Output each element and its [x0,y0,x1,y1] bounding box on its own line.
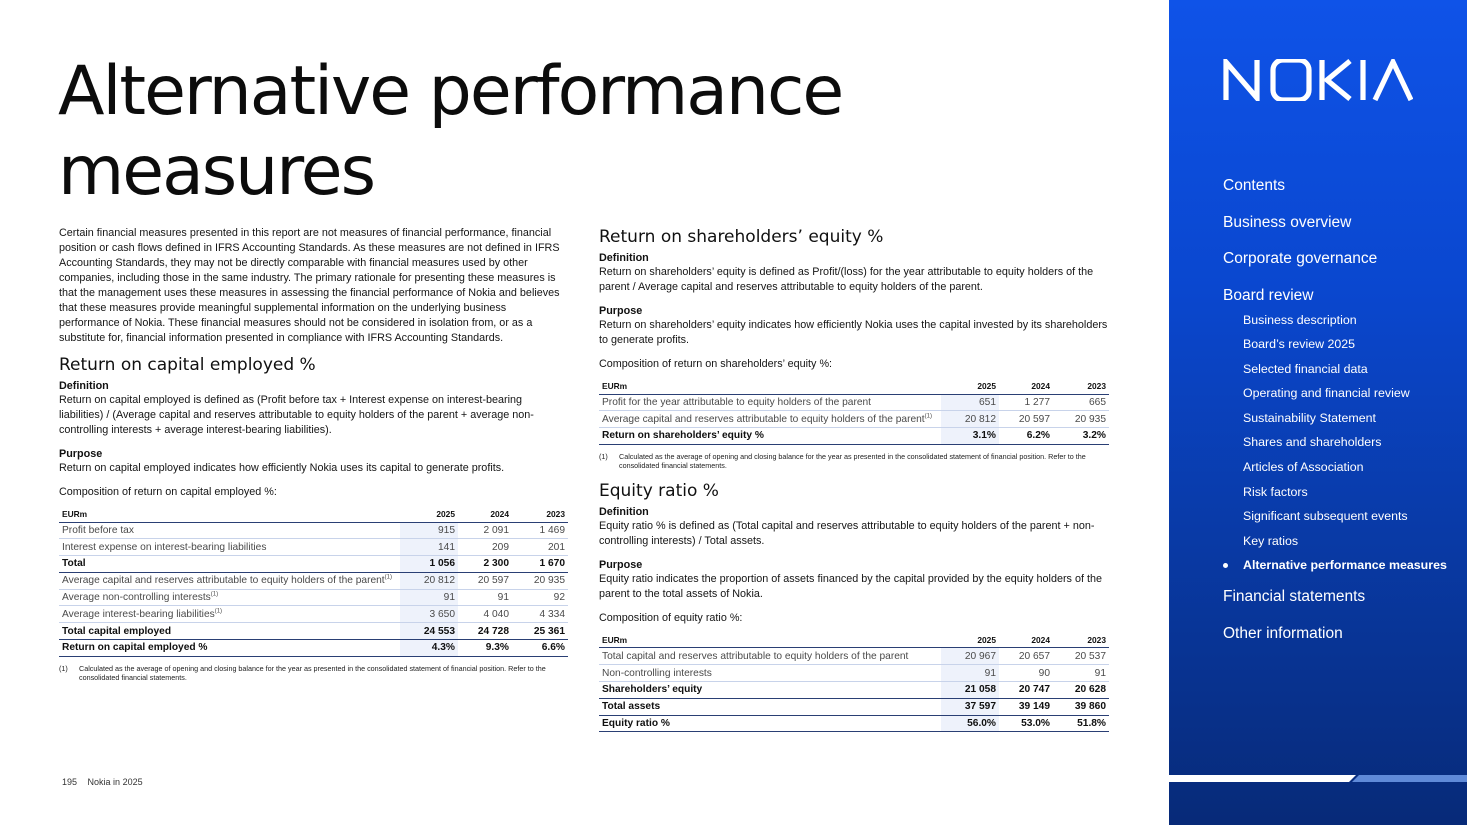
nav-sub-selected-financial-data[interactable]: Selected financial data [1243,361,1368,376]
cell-2024: 90 [999,665,1053,682]
row-label: Total assets [599,698,941,715]
cell-2024: 9.3% [458,640,512,657]
rose-purpose-label: Purpose [599,305,643,317]
cell-2023: 25 361 [512,623,568,640]
cell-2023: 51.8% [1053,715,1109,732]
row-label: Total [59,556,400,573]
table-row-result [599,428,1109,445]
nav-sub-significant-subsequent-events[interactable]: Significant subsequent events [1243,509,1408,524]
page-footer [62,777,143,787]
cell-2023: 20 628 [1053,681,1109,698]
nav-sub-key-ratios[interactable]: Key ratios [1243,533,1299,548]
rose-definition-label: Definition [599,252,649,264]
table-row-total [59,556,568,573]
cell-2025: 1 056 [400,556,458,573]
roce-composition: Composition of return on capital employed %: [59,486,277,498]
col-header: EURm [59,506,400,522]
left-column [59,226,568,683]
col-header: 2023 [512,506,568,522]
cell-2025: 20 812 [400,572,458,589]
cell-2024: 20 657 [999,648,1053,665]
footnote-key: (1) [599,451,608,461]
roce-definition-label: Definition [59,380,109,392]
rose-composition: Composition of return on shareholders’ equity %: [599,358,833,370]
cell-2024: 2 300 [458,556,512,573]
footnote-ref: (1) [214,608,223,615]
equity-purpose: Equity ratio indicates the proportion of assets financed by the capital provided by the equity holders of the parent to the total assets of Nokia. [599,572,1102,600]
table-row [599,648,1109,665]
col-header: 2025 [941,378,999,394]
table-row [599,394,1109,411]
table-header-row [599,378,1109,394]
cell-2025: 3.1% [941,428,999,445]
table-header-row [59,506,568,522]
nav-sub-boards-review[interactable]: Board’s review 2025 [1243,337,1356,352]
cell-2025: 20 967 [941,648,999,665]
nav-sub-business-description[interactable]: Business description [1243,312,1357,327]
roce-purpose: Return on capital employed indicates how efficiently Nokia uses its capital to generate profits. [59,462,505,474]
row-label: Average capital and reserves attributable to equity holders of the parent$^{(1)}$ [599,411,941,428]
footnote-key: (1) [59,663,68,673]
nokia-logo-icon [1223,59,1413,101]
cell-2023: 3.2% [1053,428,1109,445]
cell-2025: 91 [400,589,458,606]
table-row [59,572,568,589]
col-header: EURm [599,378,941,394]
cell-2023: 201 [512,539,568,556]
cell-2023: 4 334 [512,606,568,623]
roce-definition: Return on capital employed is defined as (Profit before tax + Interest expense on interest-bearing liabilities) / (Average capital and reserves attributable to equity holders of the parent + average non-controlling interests + average interest-bearing liabilities). [59,394,534,436]
cell-2025: 37 597 [941,698,999,715]
row-label: Profit for the year attributable to equity holders of the parent [599,394,941,411]
table-row [59,589,568,606]
footnote-ref: (1) [924,413,932,420]
rose-heading: Return on shareholders’ equity % [599,227,884,247]
cell-2023: 20 537 [1053,648,1109,665]
footnote-ref: (1) [210,591,219,598]
cell-2025: 56.0% [941,715,999,732]
row-label: Average capital and reserves attributable to equity holders of the parent$^{(1)}$ [59,572,400,589]
rose-purpose: Return on shareholders’ equity indicates how efficiently Nokia uses the capital invested by its shareholders to generate profits. [599,319,1108,346]
cell-2023: 20 935 [512,572,568,589]
nav-item-other-information[interactable]: Other information [1223,624,1343,642]
col-header: 2024 [458,506,512,522]
cell-2024: 53.0% [999,715,1053,732]
col-header: 2025 [400,506,458,522]
cell-2025: 4.3% [400,640,458,657]
roce-purpose-label: Purpose [59,448,103,460]
col-header: EURm [599,632,941,648]
table-row-result [59,640,568,657]
equity-definition-label: Definition [599,505,649,518]
nav-item-business-overview[interactable]: Business overview [1223,213,1352,231]
cell-2023: 6.6% [512,640,568,657]
nav-sub-operating-financial-review[interactable]: Operating and financial review [1243,386,1410,401]
table-row-total [599,698,1109,715]
cell-2023: 665 [1053,394,1109,411]
nav-item-corporate-governance[interactable]: Corporate governance [1223,250,1378,267]
cell-2024: 6.2% [999,428,1053,445]
table-row [599,665,1109,682]
cell-2024: 20 747 [999,681,1053,698]
page-number: 195 [62,777,78,787]
active-bullet-icon [1223,563,1228,568]
nav-sub-shares-shareholders[interactable]: Shares and shareholders [1243,435,1382,450]
col-header: 2024 [999,378,1053,394]
roce-table [59,506,568,657]
col-header: 2023 [1053,632,1109,648]
table-header-row [599,632,1109,648]
cell-2025: 141 [400,539,458,556]
nokia-logo[interactable] [1223,59,1413,106]
table-row-result [599,715,1109,732]
cell-2024: 91 [458,589,512,606]
row-label: Shareholders’ equity [599,681,941,698]
row-label: Equity ratio % [599,715,941,732]
roce-footnote [59,664,568,683]
cell-2023: 91 [1053,665,1109,682]
row-label: Average non-controlling interests$^{(1)}$ [59,589,400,606]
row-label: Total capital and reserves attributable to equity holders of the parent [599,648,941,665]
row-label: Average interest-bearing liabilities$^{(1)}$ [59,606,400,623]
row-label: Non-controlling interests [599,665,941,682]
row-label: Profit before tax [59,522,400,539]
page-title: Alternative performance measures [58,52,843,211]
rose-definition: Return on shareholders’ equity is defined as Profit/(loss) for the year attributable to equity holders of the parent / Average capital and reserves attributable to equity holders of the parent. [599,266,1094,293]
cell-2024: 1 277 [999,394,1053,411]
nav-item-financial-statements[interactable]: Financial statements [1223,588,1366,606]
col-header: 2023 [1053,378,1109,394]
equity-definition: Equity ratio % is defined as (Total capital and reserves attributable to equity holders of the parent + non-controlling interests) / Total assets. [599,519,1095,547]
cell-2024: 39 149 [999,698,1053,715]
cell-2024: 209 [458,539,512,556]
cell-2025: 651 [941,394,999,411]
cell-2025: 24 553 [400,623,458,640]
nav-item-contents[interactable]: Contents [1223,177,1286,194]
row-label: Return on shareholders’ equity % [599,428,941,445]
equity-table [599,632,1109,732]
cell-2024: 24 728 [458,623,512,640]
footnote-text: Calculated as the average of opening and closing balance for the year as presented in the consolidated statement of financial position. Refer to the consolidated financial statements. [619,451,1086,471]
cell-2025: 3 650 [400,606,458,623]
cell-2024: 20 597 [999,411,1053,428]
table-row [59,539,568,556]
roce-heading: Return on capital employed % [59,355,316,375]
footer-doc-title: Nokia in 2025 [87,777,143,787]
table-row [59,522,568,539]
table-row-total [59,623,568,640]
nav-item-board-review[interactable]: Board review [1223,286,1314,304]
cell-2023: 20 935 [1053,411,1109,428]
table-row-total [599,681,1109,698]
table-row [599,411,1109,428]
rose-footnote [599,452,1109,471]
nav-sub-alternative-performance-measures[interactable] [1243,557,1453,573]
row-label: Return on capital employed % [59,640,400,657]
cell-2024: 20 597 [458,572,512,589]
equity-composition: Composition of equity ratio %: [599,611,743,624]
rose-table [599,378,1109,445]
cell-2025: 915 [400,522,458,539]
cell-2025: 21 058 [941,681,999,698]
cell-2023: 39 860 [1053,698,1109,715]
nav-menu [1223,176,1453,660]
nav-sub-label: Alternative performance measures [1243,558,1447,573]
intro-paragraph: Certain financial measures presented in this report are not measures of financial performance, financial position or cash flows defined in IFRS Accounting Standards. As these measures are not defined in IFRS Accounting Standards, they may not be directly comparable with financial measures used by other companies, including those in the same industry. The primary rationale for presenting these measures is that the management uses these measures in assessing the financial performance of Nokia and believes that these measures provide meaningful supplemental information on the underlying business performance of Nokia. These financial measures should not be considered in isolation from, or as a substitute for, financial information presented in compliance with IFRS Accounting Standards. [59,227,560,344]
cell-2024: 2 091 [458,522,512,539]
cell-2023: 1 670 [512,556,568,573]
equity-heading: Equity ratio % [599,480,719,501]
col-header: 2025 [941,632,999,648]
table-row [59,606,568,623]
equity-purpose-label: Purpose [599,558,643,571]
cell-2025: 91 [941,665,999,682]
footnote-text: Calculated as the average of opening and closing balance for the year as presented in the consolidated statement of financial position. Refer to the consolidated financial statements. [79,663,546,683]
row-label: Interest expense on interest-bearing liabilities [59,539,400,556]
cell-2025: 20 812 [941,411,999,428]
footnote-ref: (1) [384,574,392,581]
decorative-stripe [1169,775,1467,782]
right-column [599,226,1109,732]
nav-sub-sustainability-statement[interactable]: Sustainability Statement [1243,410,1376,425]
col-header: 2024 [999,632,1053,648]
nav-sub-risk-factors[interactable]: Risk factors [1243,484,1308,499]
cell-2024: 4 040 [458,606,512,623]
cell-2023: 92 [512,589,568,606]
sidebar-navigation [1169,0,1467,825]
nav-sub-articles-of-association[interactable]: Articles of Association [1243,460,1364,475]
row-label: Total capital employed [59,623,400,640]
cell-2023: 1 469 [512,522,568,539]
